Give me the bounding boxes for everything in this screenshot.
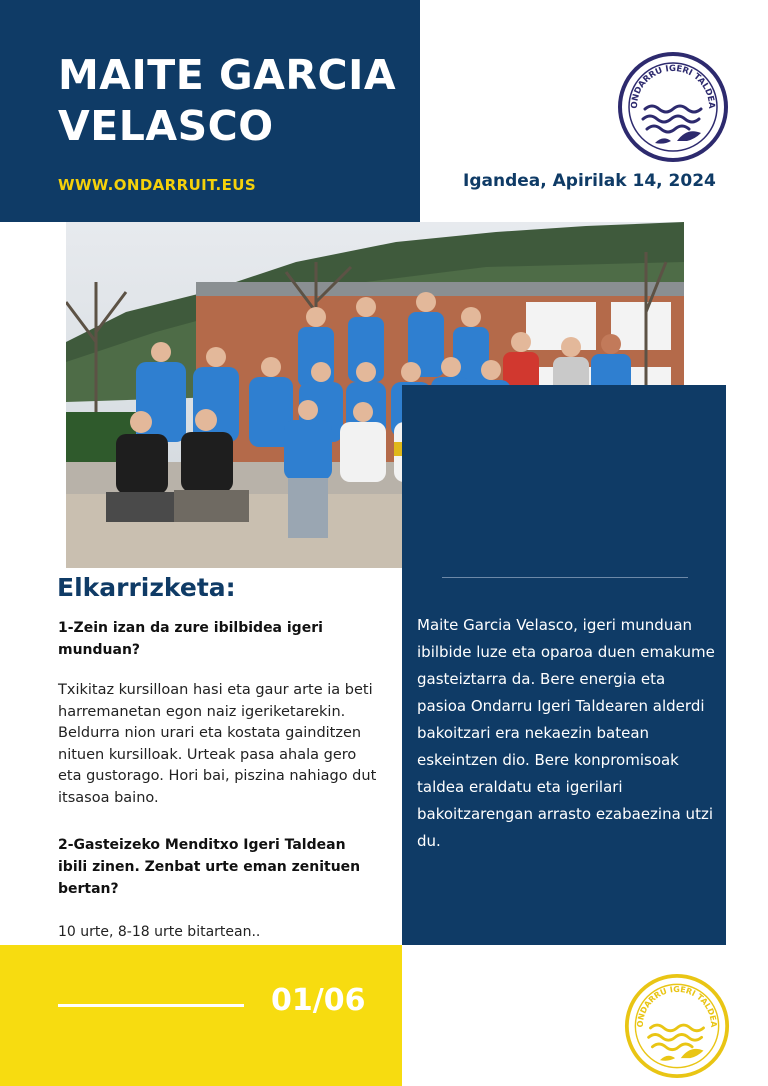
divider <box>442 577 688 578</box>
page-title: MAITE GARCIA VELASCO <box>58 51 397 150</box>
date-label: Igandea, Apirilak 14, 2024 <box>463 171 716 191</box>
answer-1: Txikitaz kursilloan hasi eta gaur arte ia beti harremanetan egon naiz igeriketarekin. Beldurra nion urari eta kostata gainditzen nituen kursilloak. Urteak pasa ahala gero eta gustorago. Hori bai, piszina nahiago dut itsasoa baino. <box>58 682 377 806</box>
svg-text:ONDARRU IGERI TALDEA <box>630 64 716 109</box>
section-title: Elkarrizketa: <box>57 573 236 602</box>
question-2: 2-Gasteizeko Menditxo Igeri Taldean ibili zinen. Zenbat urte eman zenituen bertan? <box>58 837 361 897</box>
logo-bottom-text: ONDARRU IGERI TALDEA <box>635 984 719 1028</box>
club-logo-icon <box>617 51 729 163</box>
bio-text: Maite Garcia Velasco, igeri munduan ibilbide luze eta oparoa duen emakume gasteiztarra da. Bere energia eta pasioa Ondarru Igeri Taldearen alderdi bakoitzari era nekaezin batean eskeintzen dio. Bere konpromisoak taldea eraldatu eta igerilari bakoitzarengan arrasto ezabaezina utzi du. <box>417 616 715 850</box>
footer-divider <box>58 1004 244 1007</box>
answer-2: 10 urte, 8-18 urte bitartean.. <box>58 924 261 940</box>
svg-text:ONDARRU IGERI TALDEA <box>636 985 718 1029</box>
club-logo-bottom-icon <box>624 973 730 1079</box>
logo-text: ONDARRU IGERI TALDEA <box>629 63 717 109</box>
page-number: 01/06 <box>271 983 366 1018</box>
website-link[interactable]: WWW.ONDARRUIT.EUS <box>58 176 257 194</box>
question-1: 1-Zein izan da zure ibilbidea igeri munduan? <box>58 620 323 658</box>
